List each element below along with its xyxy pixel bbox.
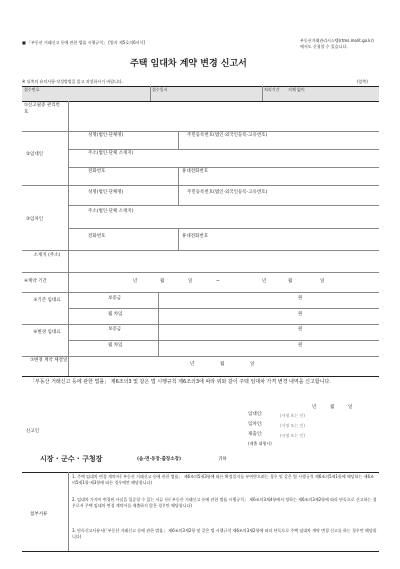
previous-rent-label: ⑤기존 임대료 xyxy=(33,298,61,303)
period-start-year: 년 xyxy=(133,279,138,284)
processing-period-label: 처리기간 xyxy=(264,87,280,92)
recipient-title: 시장 · 군수 · 구청장 xyxy=(40,455,103,463)
online-system-note: 부동산거래관리시스템(rtms.molit.go.kr) xyxy=(300,38,374,43)
attachment-item-1: 1. 주택 임대차 변경 계약서(「부동산 거래신고 등에 관한 법률」 제6조의5제3항에 따른 확정일자를 부여받으려는 경우 및 같은 법 시행규칙 제6조의5제1항에 해당하는 제6조의5제1항·제3항에 따른 경우에만 해당합니다) xyxy=(72,474,374,485)
period-separator: ~ xyxy=(216,279,220,284)
tenant-phone-label: 전화번호 xyxy=(88,234,106,239)
period-end-month: 월 xyxy=(288,279,293,284)
previous-deposit-label: 보증금 xyxy=(108,296,122,301)
landlord-mobile-label: 휴대전화번호 xyxy=(182,169,209,174)
landlord-id-label: 주민등록번호(법인·외국인등록·고유번호) xyxy=(187,133,268,138)
contract-period-label: ④계약 기간 xyxy=(24,279,47,284)
previous-monthly-label: 월 차임 xyxy=(108,312,123,317)
previous-monthly-won: 원 xyxy=(298,312,303,317)
legal-basis-note: ■ 「부동산 거래신고 등에 관한 법률 시행규칙」 [별지 제5호의6서식] xyxy=(22,40,145,45)
landlord-address-label: 주소(법인·단체 소재지) xyxy=(88,151,134,156)
location-label: 소재지 (주소) xyxy=(33,253,61,258)
form-title: 주택 임대차 계약 변경 신고서 xyxy=(130,59,247,69)
sign-day: 일 xyxy=(348,405,353,410)
change-date-day: 일 xyxy=(250,362,255,367)
attachment-item-2: 2. 임대차 가격이 변경된 사실을 입증할 수 있는 서류 등(「부동산 거래신고 등에 관한 법률 시행규칙」 제6조의3제4항에서 정하는 제6조의3제2항에 따라 단독으로 신고하는 경우로서 주택 임대차 변경 계약서를 제출하지 않은 경우만 해당합니다) xyxy=(72,497,377,508)
changed-rent-label: ⑥변경 임대료 xyxy=(33,330,61,335)
tenant-address-label: 주소(법인·단체 소재지) xyxy=(88,209,134,214)
sign-month: 월 xyxy=(330,405,335,410)
instruction-note: ※ 뒤쪽의 유의사항·작성방법을 읽고 작성하시기 바랍니다. xyxy=(22,79,124,84)
page-side: (앞쪽) xyxy=(357,79,368,84)
tenant-label: ③임차인 xyxy=(26,217,44,222)
changed-deposit-won: 원 xyxy=(298,327,303,332)
tenant-mobile-label: 휴대전화번호 xyxy=(182,234,209,239)
changed-deposit-label: 보증금 xyxy=(108,327,122,332)
period-start-day: 일 xyxy=(188,279,193,284)
period-end-year: 년 xyxy=(262,279,267,284)
landlord-phone-label: 전화번호 xyxy=(88,169,106,174)
change-date-label: ⑦변경 계약 체결일 xyxy=(30,358,68,363)
landlord-sign-hint: (서명 또는 인) xyxy=(280,413,305,418)
tenant-sign-label: 임차인: xyxy=(248,422,263,427)
online-system-note-2: 에서도 신청할 수 있습니다. xyxy=(300,44,348,49)
recipient-subtitle: (읍·면·동장·출장소장) xyxy=(137,457,182,462)
change-date-year: 년 xyxy=(190,362,195,367)
submitter-sign-hint: (서명 또는 인) xyxy=(280,433,305,438)
attachment-item-3: 3. 단독신고사유서(「부동산 거래신고 등에 관한 법률」 제6조의3제2항 및 같은 법 시행규칙 제6조의3제2항에 따라 단독으로 주택 임대차 계약 변경 신고를 하는 경우만 해당합니다) xyxy=(72,528,377,539)
landlord-name-label: 성명(법인·단체명) xyxy=(88,133,124,138)
landlord-sign-label: 임대인: xyxy=(248,412,263,417)
receipt-number-label: 접수번호 xyxy=(24,87,40,92)
receipt-row-bg xyxy=(22,86,379,101)
changed-monthly-won: 원 xyxy=(298,343,303,348)
change-date-month: 월 xyxy=(220,362,225,367)
recipient-suffix: 귀하 xyxy=(218,457,227,462)
report-id-label: ①신고필증 관리번호 xyxy=(24,103,60,115)
period-start-month: 월 xyxy=(160,279,165,284)
tenant-sign-hint: (서명 또는 인) xyxy=(280,423,305,428)
tenant-name-label: 성명(법인·단체명) xyxy=(88,190,124,195)
attachments-label: 첨부서류 xyxy=(30,512,48,517)
submitter-note: (제출 대행시) xyxy=(248,441,272,446)
tenant-id-label: 주민등록번호(법인·외국인등록·고유번호) xyxy=(187,190,268,195)
landlord-label: ②임대인 xyxy=(26,152,44,157)
period-end-day: 일 xyxy=(320,279,325,284)
processing-period-value: 지체 없이 xyxy=(288,87,305,92)
reporter-label: 신고인 xyxy=(26,429,40,434)
previous-deposit-won: 원 xyxy=(298,296,303,301)
changed-monthly-label: 월 차임 xyxy=(108,343,123,348)
submitter-sign-label: 제출인: xyxy=(248,432,263,437)
sign-year: 년 xyxy=(312,405,317,410)
receipt-date-label: 접수일시 xyxy=(152,87,168,92)
declaration-text: 「부동산 거래신고 등에 관한 법률」 제6조의3 및 같은 법 시행규칙 제6조의3에 따라 위와 같이 주택 임대차 가격 변경 내역을 신고합니다. xyxy=(30,379,331,385)
